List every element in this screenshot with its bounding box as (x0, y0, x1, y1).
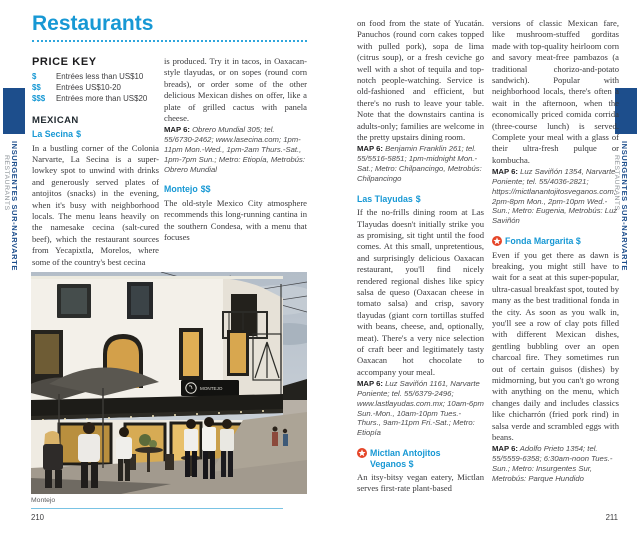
listing-body-continued: is produced. Try it in tacos, in Oaxacan-style tlayudas, or on sopes (round corn breads), or order some of the other delicious Mexican dishes on offer, like a plate of grilled cactus with panela cheese. (164, 56, 307, 124)
listing-price: $ (415, 193, 421, 204)
map-label: MAP 6: (492, 167, 518, 177)
rail-chapter-label: RESTAURANTS (3, 155, 10, 211)
map-text: Adolfo Prieto 1354; tel. 55/5559-6358; 6:30am-noon Tues.-Sun.; Metro: Insurgentes Sur, Metrobús: Parque Hundido (492, 444, 613, 483)
price-key-row (32, 93, 159, 104)
price-symbol: $$$ (32, 94, 46, 103)
price-symbol: $ (32, 72, 37, 81)
photo-caption: Montejo (31, 497, 56, 504)
map-label: MAP 6: (357, 379, 383, 389)
page-number-right: 211 (605, 513, 618, 522)
listing-price: $ (575, 236, 581, 247)
left-column-2 (164, 56, 307, 270)
listing-name: Montejo (164, 184, 198, 195)
page-number-left: 210 (31, 513, 45, 522)
map-info (492, 444, 619, 483)
listing-heading-la-secina (32, 129, 159, 140)
map-info (492, 167, 619, 226)
top-pick-icon (492, 236, 502, 246)
listing-price: $ (408, 458, 414, 469)
price-key (32, 56, 159, 104)
listing-heading-mictlan (357, 448, 484, 469)
top-pick-icon (357, 448, 367, 458)
listing-body: Even if you get there as dawn is breaking, you might still have to wait for a seat at this super-popular, ultra-casual breakfast spot, touted by many as the best traditional fonda in the city. As soon as you walk in, you'll see a row of clay pots filled with different Mexican dishes, gentling bubbling over an open charcoal fire. They sometimes run out of certain guisos (dishes) by midmorning, but you can't go wrong with anything on the menu, which changes daily and includes classics like chicharrón (fried pork rind) in salsa verde and scrambled eggs with beans. (492, 249, 619, 443)
price-label: Entrées US$10-20 (56, 83, 121, 92)
listing-name: La Secina (32, 129, 74, 139)
price-label: Entrées more than US$20 (56, 94, 148, 103)
map-text: Benjamin Franklin 261; tel. 55/5516-5851; 1pm-midnight Mon.-Sat.; Metro: Chilpancingo, Metrobús: Chilpancingo (357, 144, 482, 183)
right-column-1 (357, 18, 484, 520)
map-info (164, 125, 307, 174)
map-text: Obrero Mundial 305; tel. 55/6730-2462; www.lasecina.com; 1pm-11pm Mon.-Wed., 1pm-2am Thurs.-Sat., 1pm-7pm Sun.; Metro: Etiopía, Metrobús: Obrero Mundial (164, 125, 305, 174)
listing-price: $$ (200, 184, 211, 195)
price-key-title: PRICE KEY (32, 56, 97, 68)
rail-neighborhood-label: INSURGENTES SUR-NARVARTE (10, 141, 19, 271)
listing-body: In a bustling corner of the Colonia Narvarte, La Secina is a super-lowkey spot to unwind with drinks and generously served plates of antojitos (snacks) in the evening, when it's busy with neighborhood locals. The menu leans heavily on the namesake cecina (salt-cured beef), which the restaurant sources from Yecapixtla, Morelos, where some of the country's best cecina (32, 142, 159, 267)
svg-text:MONTEJO: MONTEJO (200, 386, 223, 391)
montejo-photo (31, 272, 307, 494)
listing-body-continued: on food from the state of Yucatán. Panuchos (round corn cakes topped with pulled pork), sopa de lima (citrus soup), or a fresh ceviche go well with a shot of tequila and top-notch people-watching. Service is old-fashioned and efficient, but there's no rush to leave your table. Note that the downstairs cantina is adults-only; families are welcome in the pretty upstairs dining room. (357, 18, 484, 143)
listing-name: Fonda Margarita (505, 236, 574, 247)
right-column-2 (492, 18, 619, 520)
listing-name-line1: Mictlan Antojitos (370, 448, 441, 459)
listing-body: An itsy-bitsy vegan eatery, Mictlan serves first-rate plant-based (357, 472, 484, 494)
listing-name: Las Tlayudas (357, 193, 413, 204)
left-page-rail (3, 88, 27, 521)
price-symbol: $$ (32, 83, 41, 92)
listing-heading-fonda-margarita (492, 236, 619, 247)
rail-neighborhood-label: INSURGENTES SUR-NARVARTE (620, 141, 629, 271)
listing-price: $ (76, 129, 81, 139)
price-label: Entrées less than US$10 (56, 72, 144, 81)
listing-heading-las-tlayudas (357, 194, 484, 205)
map-label: MAP 6: (357, 144, 383, 154)
listing-body: The old-style Mexico City atmosphere recommends this long-running cantina in the southern Condesa, with a menu that focuses (164, 197, 307, 243)
price-key-row (32, 82, 159, 93)
map-label: MAP 6: (492, 444, 518, 454)
map-label: MAP 6: (164, 125, 190, 135)
map-info (357, 379, 484, 438)
cuisine-section-heading: MEXICAN (32, 115, 79, 126)
map-text: Luz Saviñón 1354, Narvarte Poniente; tel. 55/4036-2821; https://mictlanantojitosveganos.com; 2pm-8pm Mon., 2pm-10pm Wed.-Sun.; Metro: Eugenia, Metrobús: Luz Saviñón (492, 167, 618, 226)
price-key-row (32, 71, 159, 82)
listing-name-line2: Veganos (370, 458, 407, 469)
listing-heading-montejo (164, 184, 307, 195)
map-info (357, 144, 484, 183)
rail-chapter-label: RESTAURANTS (613, 155, 620, 211)
rail-color-block (3, 88, 25, 134)
montejo-sign (181, 380, 239, 396)
left-column-1 (32, 56, 159, 268)
listing-body: If the no-frills dining room at Las Tlayudas doesn't initially strike you as promising, sit tight until the food comes. At this small, unpretentious, and surprisingly delicious Oaxacan restaurant, you'll find nicely rendered regional dishes like spicy salsa de queso (Oaxacan cheese in tomato salsa) and crisp, savory tlayudas (giant corn tortillas stuffed with beans, cheese, and, optionally, meat). There's a very nice selection of craft beer and legitimately tasty Oaxacan hot chocolate to accompany your meal. (357, 207, 484, 377)
map-text: Luz Saviñón 1161, Narvarte Poniente; tel. 55/6379-2496; www.lastlayudas.com.mx; 10am-6pm Sun.-Mon., 10am-10pm Tues.-Thurs., 9am-11pm Fri.-Sat.; Metro: Etiopía (357, 379, 484, 438)
listing-body-continued: versions of classic Mexican fare, like mushroom-stuffed gorditas made with top-quality heirloom corn and savory meat-free pambazos (a traditional chorizo-and-potato sandwich). Popular with neighborhood locals, there's often a wait in the afternoon, when the economically priced comida corrida (three-course lunch) is served. Complete your meal with a glass of their ultra-fresh pulque or kombucha. (492, 18, 619, 165)
caption-rule (31, 508, 283, 509)
page-title: Restaurants (32, 12, 307, 42)
